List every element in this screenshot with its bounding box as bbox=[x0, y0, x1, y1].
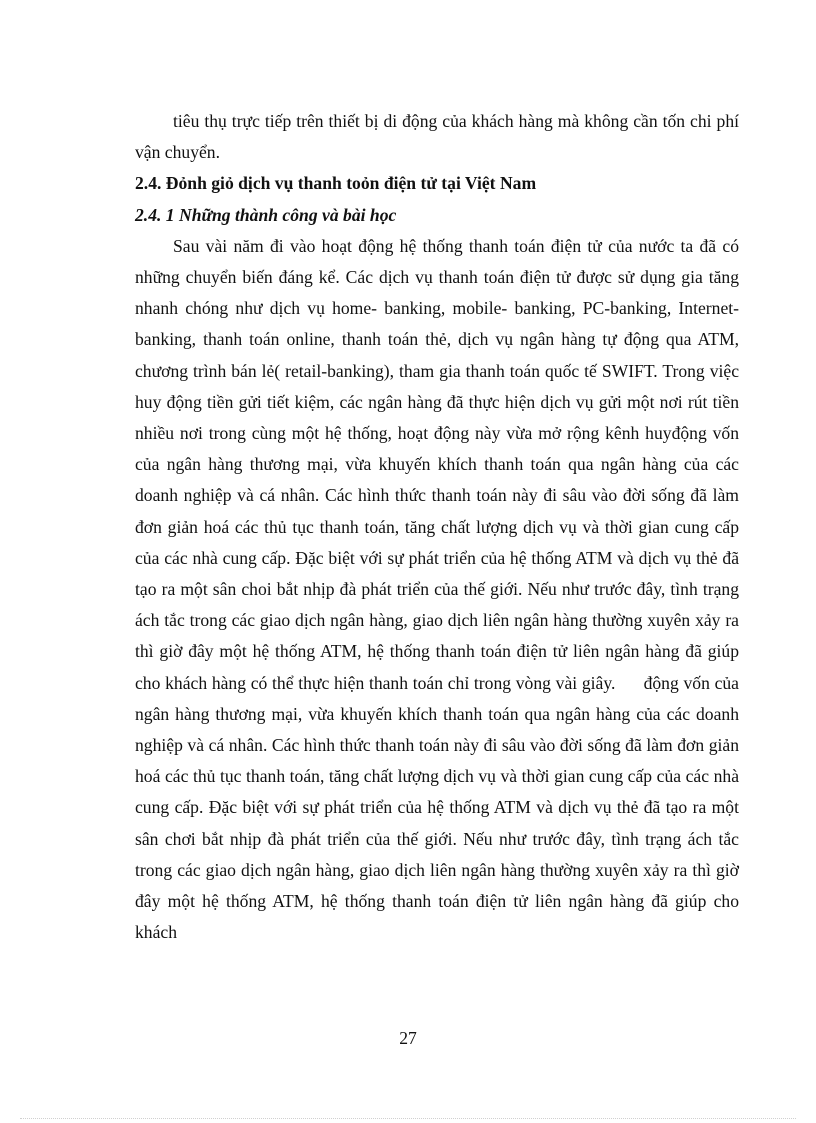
section-heading: 2.4. Đỏnh giỏ dịch vụ thanh toỏn điện tử tại Việt Nam bbox=[135, 173, 537, 194]
page-number: 27 bbox=[399, 1028, 417, 1048]
page-content bbox=[135, 106, 744, 948]
subsection-heading: 2.4. 1 Những thành công và bài học bbox=[135, 204, 397, 225]
body-paragraph: Sau vài năm đi vào hoạt động hệ thống thanh toán điện tử của nước ta đã có những chuyển biến đáng kể. Các dịch vụ thanh toán điện tử được sử dụng gia tăng nhanh chóng như dịch vụ home- banking, mobile- banking, PC-banking, Internet- banking, thanh toán online, thanh toán thẻ, dịch vụ ngân hàng tự động qua ATM, chương trình bán lẻ( retail-banking), tham gia thanh toán quốc tế SWIFT. Trong việc huy động tiền gửi tiết kiệm, các ngân hàng đã thực hiện dịch vụ gửi một nơi rút tiền nhiều nơi trong cùng một hệ thống, hoạt động này vừa mở rộng kênh huyđộng vốn của ngân hàng thương mại, vừa khuyến khích thanh toán qua ngân hàng của các doanh nghiệp và cá nhân. Các hình thức thanh toán này đi sâu vào đời sống đã làm đơn giản hoá các thủ tục thanh toán, tăng chất lượng dịch vụ và thời gian cung cấp của các nhà cung cấp. Đặc biệt với sự phát triển của hệ thống ATM và dịch vụ thẻ đã tạo ra một sân choi bắt nhịp đà phát triển của thế giới. Nếu như trước đây, tình trạng ách tắc trong các giao dịch ngân hàng, giao dịch liên ngân hàng thường xuyên xảy ra thì giờ đây một hệ thống ATM, hệ thống thanh toán điện tử liên ngân hàng đã giúp cho khách hàng có thể thực hiện thanh toán chỉ trong vòng vài giây. động vốn của ngân hàng thương mại, vừa khuyến khích thanh toán qua ngân hàng của các doanh nghiệp và cá nhân. Các hình thức thanh toán này đi sâu vào đời sống đã làm đơn giản hoá các thủ tục thanh toán, tăng chất lượng dịch vụ và thời gian cung cấp của các nhà cung cấp. Đặc biệt với sự phát triển của hệ thống ATM và dịch vụ thẻ đã tạo ra một sân chơi bắt nhịp đà phát triển của thế giới. Nếu như trước đây, tình trạng ách tắc trong các giao dịch ngân hàng, giao dịch liên ngân hàng thường xuyên xảy ra thì giờ đây một hệ thống ATM, hệ thống thanh toán điện tử liên ngân hàng đã giúp cho khách bbox=[135, 235, 744, 943]
page-bottom-divider bbox=[20, 1118, 796, 1119]
continuation-paragraph: tiêu thụ trực tiếp trên thiết bị di động của khách hàng mà không cần tốn chi phí vận chuyển. bbox=[135, 111, 739, 163]
